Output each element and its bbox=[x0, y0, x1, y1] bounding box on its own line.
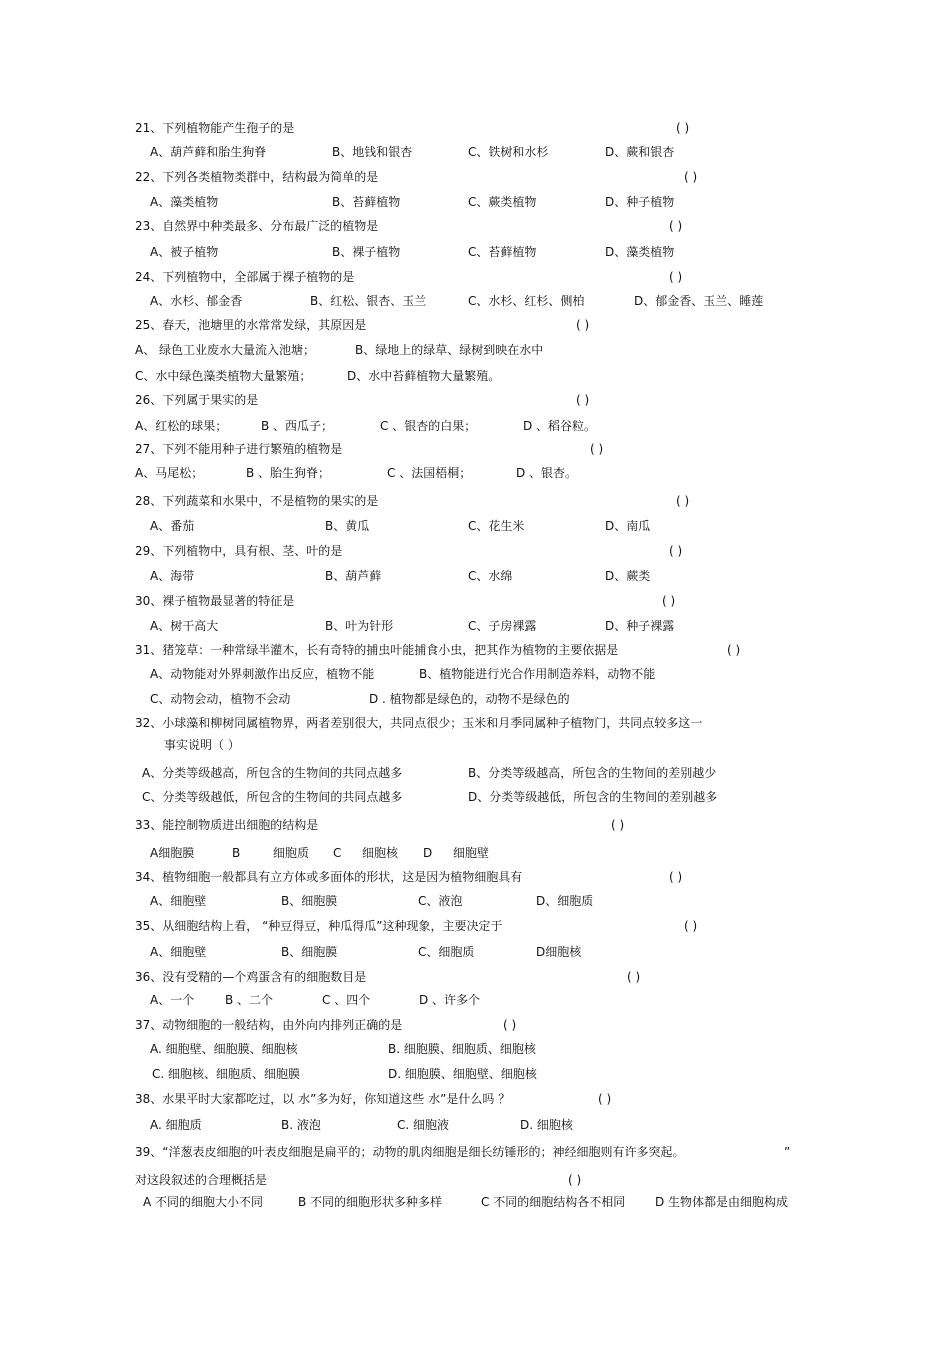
line-segment: ( ) bbox=[669, 870, 683, 884]
line-segment: D. 细胞膜、细胞壁、细胞核 bbox=[388, 1067, 537, 1081]
line-segment: D、分类等级越低，所包含的生物间的差别越多 bbox=[468, 790, 718, 804]
question-line: A细胞膜 bbox=[150, 846, 195, 860]
line-segment: C、水绵 bbox=[468, 569, 513, 583]
line-segment: B、苔藓植物 bbox=[332, 195, 401, 209]
question-line: A、葫芦藓和胎生狗脊 bbox=[150, 145, 267, 159]
line-segment: D、蕨和银杏 bbox=[605, 145, 675, 159]
line-segment: ( ) bbox=[684, 170, 698, 184]
line-segment: B、分类等级越高，所包含的生物间的差别越少 bbox=[468, 766, 717, 780]
line-segment: B、植物能进行光合作用制造养料，动物不能 bbox=[419, 667, 656, 681]
question-line: A、番茄 bbox=[150, 519, 195, 533]
line-segment: D、藻类植物 bbox=[605, 245, 675, 259]
question-line: 38、水果平时大家都吃过，以 水”多为好，你知道这些 水”是什么吗 ？ bbox=[135, 1092, 511, 1106]
line-segment: ( ) bbox=[669, 219, 683, 233]
line-segment: D、水中苔藓植物大量繁殖。 bbox=[347, 369, 501, 383]
line-segment: ( ) bbox=[627, 970, 641, 984]
line-segment: ( ) bbox=[611, 818, 625, 832]
question-line: 26、下列属于果实的是 bbox=[135, 393, 259, 407]
line-segment: C、子房裸露 bbox=[468, 619, 537, 633]
line-segment: ( ) bbox=[503, 1018, 517, 1032]
line-segment: B、黄瓜 bbox=[325, 519, 370, 533]
line-segment: C、苔藓植物 bbox=[468, 245, 537, 259]
question-line: 34、植物细胞一般都具有立方体或多面体的形状，这是因为植物细胞具有 bbox=[135, 870, 523, 884]
line-segment: B、红松、银杏、玉兰 bbox=[310, 294, 427, 308]
line-segment: C、蕨类植物 bbox=[468, 195, 537, 209]
question-line: 24、下列植物中，全部属于裸子植物的是 bbox=[135, 270, 355, 284]
line-segment: ( ) bbox=[669, 270, 683, 284]
line-segment: ” bbox=[784, 1145, 791, 1159]
question-line: A、马尾松； bbox=[135, 466, 204, 480]
question-line: 30、裸子植物最显著的特征是 bbox=[135, 594, 295, 608]
question-line: 23、自然界中种类最多、分布最广泛的植物是 bbox=[135, 219, 379, 233]
question-line: 22、下列各类植物类群中，结构最为简单的是 bbox=[135, 170, 379, 184]
question-line: 31、猪笼草：一种常绿半灌木，长有奇特的捕虫叶能捕食小虫，把其作为植物的主要依据是 bbox=[135, 643, 619, 657]
line-segment: D、细胞质 bbox=[536, 894, 594, 908]
line-segment: C 、四个 bbox=[322, 993, 371, 1007]
question-line: C、水中绿色藻类植物大量繁殖； bbox=[135, 369, 312, 383]
line-segment: C 、银杏的白果； bbox=[380, 419, 477, 433]
question-line: A、分类等级越高，所包含的生物间的共同点越多 bbox=[142, 766, 403, 780]
line-segment: D 、许多个 bbox=[419, 993, 481, 1007]
line-segment: ( ) bbox=[669, 544, 683, 558]
line-segment: ( ) bbox=[684, 919, 698, 933]
line-segment: 细胞核 bbox=[362, 846, 399, 860]
line-segment: ( ) bbox=[590, 442, 604, 456]
line-segment: D . 植物都是绿色的，动物不是绿色的 bbox=[369, 692, 570, 706]
line-segment: B、葫芦藓 bbox=[325, 569, 382, 583]
question-line: A、细胞壁 bbox=[150, 894, 207, 908]
line-segment: C、细胞质 bbox=[418, 945, 475, 959]
question-line: 35、从细胞结构上看， “种豆得豆，种瓜得瓜”这种现象，主要决定于 bbox=[135, 919, 503, 933]
line-segment: B. 细胞膜、细胞质、细胞核 bbox=[388, 1042, 536, 1056]
question-line: 36、没有受精的—个鸡蛋含有的细胞数目是 bbox=[135, 970, 367, 984]
question-line: A、水杉、郁金香 bbox=[150, 294, 243, 308]
line-segment: C、花生米 bbox=[468, 519, 525, 533]
line-segment: B 不同的细胞形状多种多样 bbox=[298, 1195, 443, 1209]
line-segment: B、裸子植物 bbox=[332, 245, 401, 259]
question-line: A、藻类植物 bbox=[150, 195, 219, 209]
question-line: 对这段叙述的合理概括是 bbox=[135, 1173, 268, 1187]
line-segment: B、地钱和银杏 bbox=[332, 145, 413, 159]
question-line: 28、下列蔬菜和水果中，不是植物的果实的是 bbox=[135, 494, 379, 508]
line-segment: ( ) bbox=[662, 594, 676, 608]
question-line: A、被子植物 bbox=[150, 245, 219, 259]
line-segment: D 、稻谷粒。 bbox=[523, 419, 597, 433]
line-segment: ( ) bbox=[676, 121, 690, 135]
line-segment: B 、西瓜子； bbox=[261, 419, 334, 433]
question-line: C、分类等级越低，所包含的生物间的共同点越多 bbox=[142, 790, 403, 804]
question-line: A. 细胞壁、细胞膜、细胞核 bbox=[150, 1042, 298, 1056]
question-line: 33、能控制物质进出细胞的结构是 bbox=[135, 818, 319, 832]
question-line: 29、下列植物中，具有根、茎、叶的是 bbox=[135, 544, 343, 558]
line-segment: C、铁树和水杉 bbox=[468, 145, 549, 159]
line-segment: C、液泡 bbox=[418, 894, 463, 908]
line-segment: C 不同的细胞结构各不相同 bbox=[481, 1195, 626, 1209]
line-segment: B 、胎生狗脊； bbox=[246, 466, 331, 480]
line-segment: 细胞壁 bbox=[453, 846, 490, 860]
line-segment: B、细胞膜 bbox=[281, 945, 338, 959]
line-segment: 细胞质 bbox=[273, 846, 310, 860]
line-segment: ( ) bbox=[676, 494, 690, 508]
question-line: A、动物能对外界刺激作出反应，植物不能 bbox=[150, 667, 375, 681]
question-line: 27、下列不能用种子进行繁殖的植物是 bbox=[135, 442, 343, 456]
line-segment: B、绿地上的绿草、绿树到映在水中 bbox=[355, 343, 544, 357]
question-line: C. 细胞核、细胞质、细胞膜 bbox=[152, 1067, 301, 1081]
line-segment: C bbox=[333, 846, 342, 860]
question-line: A、一个 bbox=[150, 993, 195, 1007]
question-line: A、红松的球果； bbox=[135, 419, 228, 433]
line-segment: ( ) bbox=[576, 393, 590, 407]
line-segment: B 、二个 bbox=[225, 993, 274, 1007]
question-line: A、细胞壁 bbox=[150, 945, 207, 959]
question-line: 32、小球藻和柳树同属植物界，两者差别很大，共同点很少；玉米和月季同属种子植物门，共同点较多这一 bbox=[135, 716, 703, 730]
line-segment: ( ) bbox=[576, 318, 590, 332]
line-segment: D细胞核 bbox=[536, 945, 582, 959]
question-line: A、树干高大 bbox=[150, 619, 219, 633]
question-line: A. 细胞质 bbox=[150, 1118, 202, 1132]
line-segment: C. 细胞液 bbox=[397, 1118, 450, 1132]
line-segment: D bbox=[423, 846, 433, 860]
line-segment: ( ) bbox=[598, 1092, 612, 1106]
line-segment: D、种子植物 bbox=[605, 195, 675, 209]
line-segment: D 生物体都是由细胞构成 bbox=[655, 1195, 789, 1209]
line-segment: ( ) bbox=[727, 643, 741, 657]
question-line: A 不同的细胞大小不同 bbox=[143, 1195, 264, 1209]
question-line: 21、下列植物能产生孢子的是 bbox=[135, 121, 295, 135]
line-segment: B. 液泡 bbox=[281, 1118, 321, 1132]
question-line: C、动物会动，植物不会动 bbox=[150, 692, 291, 706]
line-segment: C、水杉、红杉、侧柏 bbox=[468, 294, 585, 308]
question-line: 39、“洋葱表皮细胞的叶表皮细胞是扁平的；动物的肌肉细胞是细长纺锤形的；神经细胞则有许多突起。 bbox=[135, 1145, 685, 1159]
line-segment: B、细胞膜 bbox=[281, 894, 338, 908]
question-line: 事实说明（ ） bbox=[164, 738, 240, 752]
line-segment: D、种子裸露 bbox=[605, 619, 675, 633]
line-segment: ( ) bbox=[568, 1173, 582, 1187]
line-segment: D 、银杏。 bbox=[516, 466, 578, 480]
line-segment: B、叶为针形 bbox=[325, 619, 394, 633]
question-line: 25、春天，池塘里的水常常发绿，其原因是 bbox=[135, 318, 367, 332]
line-segment: D. 细胞核 bbox=[520, 1118, 573, 1132]
question-line: A、 绿色工业废水大量流入池塘； bbox=[135, 343, 316, 357]
line-segment: D、蕨类 bbox=[605, 569, 651, 583]
question-line: A、海带 bbox=[150, 569, 195, 583]
line-segment: D、南瓜 bbox=[605, 519, 651, 533]
line-segment: C 、法国梧桐； bbox=[387, 466, 472, 480]
line-segment: D、郁金香、玉兰、睡莲 bbox=[634, 294, 764, 308]
line-segment: B bbox=[232, 846, 241, 860]
question-line: 37、动物细胞的一般结构，由外向内排列正确的是 bbox=[135, 1018, 403, 1032]
